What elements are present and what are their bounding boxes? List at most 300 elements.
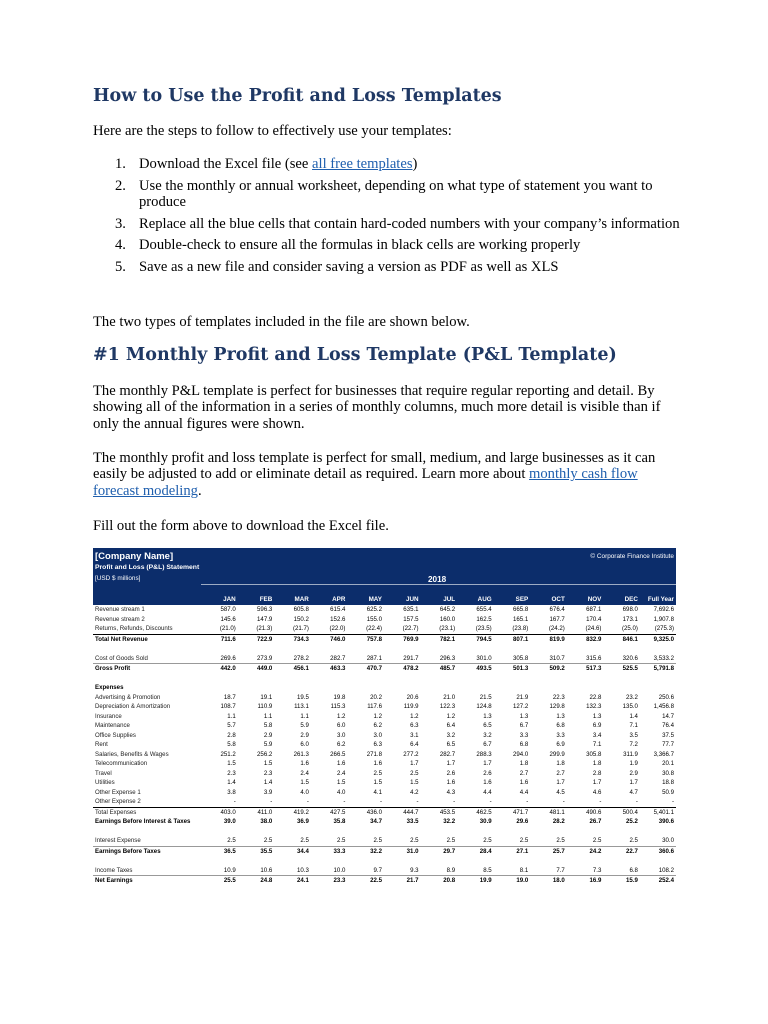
- table-cell: 490.6: [567, 807, 604, 817]
- spacer-row: [93, 827, 676, 837]
- table-cell: 14.7: [662, 712, 674, 720]
- table-cell: 2.5: [311, 836, 348, 846]
- table-cell: 15.9: [626, 877, 638, 884]
- table-cell: 5.9: [300, 722, 309, 729]
- table-cell: 832.9: [567, 634, 604, 644]
- table-cell: 5.9: [263, 741, 273, 748]
- table-cell: 1.7: [410, 760, 419, 767]
- table-cell: 2.5: [603, 836, 640, 846]
- table-cell: -: [270, 798, 273, 805]
- table-cell: 301.0: [457, 654, 494, 664]
- table-cell: 288.3: [476, 750, 492, 758]
- table-cell: 2.5: [201, 836, 238, 846]
- row-label: Insurance: [95, 712, 122, 720]
- table-cell: 19.8: [333, 693, 346, 701]
- paragraph-text: .: [197, 482, 202, 499]
- table-cell: 769.9: [384, 634, 421, 644]
- table-cell: 463.3: [330, 665, 346, 672]
- table-cell: 19.9: [479, 877, 492, 884]
- table-cell: 315.6: [567, 654, 604, 664]
- table-cell: 3.9: [263, 788, 273, 796]
- table-cell: 266.5: [330, 750, 346, 758]
- table-cell: 3,366.7: [653, 750, 674, 758]
- table-cell: 1.3: [556, 712, 565, 720]
- table-cell: 2.5: [238, 836, 275, 846]
- spacer-row: [93, 674, 676, 684]
- table-cell: 22.3: [552, 693, 565, 701]
- table-cell: 819.9: [530, 634, 567, 644]
- table-cell: 273.9: [238, 654, 275, 664]
- table-cell: 5.7: [227, 722, 236, 729]
- table-cell: -: [599, 798, 602, 805]
- statement-title: Profit and Loss (P&L) Statement: [95, 564, 200, 571]
- table-cell: 3.8: [227, 788, 236, 796]
- table-cell: 1.3: [519, 712, 529, 720]
- table-cell: 2.6: [446, 769, 456, 777]
- table-cell: 21.0: [443, 693, 456, 701]
- table-cell: 22.7: [626, 847, 638, 855]
- table-cell: 1.2: [373, 712, 382, 720]
- table-row: [93, 759, 676, 769]
- table-cell: 1.5: [373, 779, 382, 786]
- table-cell: 360.6: [658, 847, 674, 855]
- table-cell: 20.1: [662, 760, 674, 767]
- table-cell: 1.2: [446, 712, 456, 720]
- row-label: Net Earnings: [95, 877, 133, 884]
- table-cell: 311.9: [623, 750, 638, 758]
- table-cell: 30.0: [640, 836, 676, 846]
- spacer-cell: [93, 674, 676, 684]
- table-cell: -: [453, 798, 456, 805]
- table-cell: 108.7: [220, 703, 236, 710]
- section-heading-how-to-use: How to Use the Profit and Loss Templates: [93, 86, 502, 106]
- table-cell: 2.4: [336, 769, 346, 777]
- monthly-cash-flow-link[interactable]: monthly cash flow forecast modeling: [93, 466, 638, 499]
- table-cell: 20.8: [443, 877, 456, 884]
- table-cell: 2.5: [384, 836, 421, 846]
- table-cell: 18.7: [223, 693, 236, 701]
- table-cell: 108.2: [640, 866, 676, 876]
- table-cell: 35.5: [260, 847, 273, 855]
- table-cell: [567, 683, 604, 693]
- table-cell: 251.2: [220, 750, 236, 758]
- table-cell: 3.0: [373, 731, 382, 739]
- table-cell: 436.0: [347, 807, 384, 817]
- table-cell: 9,325.0: [640, 634, 676, 644]
- table-cell: 1.4: [227, 779, 236, 786]
- table-cell: 117.6: [367, 703, 382, 710]
- monthly-paragraph-2: [93, 450, 678, 499]
- table-cell: 5,791.8: [653, 665, 674, 672]
- row-label: Earnings Before Taxes: [95, 847, 161, 855]
- table-row: [93, 624, 676, 634]
- table-cell: 2.8: [592, 769, 602, 777]
- list-item: [93, 216, 683, 232]
- table-cell: 25.5: [223, 877, 236, 884]
- table-cell: 1.6: [300, 760, 309, 767]
- row-label: Cost of Goods Sold: [93, 654, 201, 664]
- table-cell: 6.0: [336, 722, 346, 729]
- table-cell: 8.5: [457, 866, 494, 876]
- table-row: [93, 817, 676, 827]
- table-cell: [274, 683, 311, 693]
- table-cell: 1.3: [483, 712, 492, 720]
- row-label: Salaries, Benefits & Wages: [95, 750, 169, 758]
- table-cell: 119.9: [403, 703, 419, 710]
- list-item: [93, 178, 683, 211]
- list-number: 3.: [115, 215, 126, 232]
- table-cell: 19.0: [516, 877, 529, 884]
- table-cell: 449.0: [257, 665, 273, 672]
- table-cell: (21.7): [292, 625, 309, 632]
- table-cell: 4.7: [629, 788, 638, 796]
- table-cell: 20.6: [406, 693, 419, 701]
- list-item: [93, 237, 683, 253]
- table-cell: 18.0: [552, 877, 565, 884]
- table-cell: 2.9: [263, 731, 273, 739]
- brand-label: © Corporate Finance Institute: [590, 553, 674, 560]
- table-cell: 30.9: [479, 818, 492, 825]
- table-cell: 1.3: [592, 712, 602, 720]
- table-cell: (22.4): [366, 625, 382, 632]
- table-cell: 1.5: [227, 760, 236, 767]
- table-cell: (22.7): [402, 625, 419, 632]
- table-cell: 76.4: [662, 722, 674, 729]
- table-cell: 1,907.8: [653, 615, 674, 623]
- table-cell: 517.3: [586, 665, 602, 672]
- column-header: OCT: [530, 595, 567, 605]
- table-cell: 110.9: [257, 703, 273, 710]
- table-cell: 5.8: [227, 741, 236, 748]
- table-cell: (25.0): [622, 625, 638, 632]
- table-cell: 23.2: [626, 693, 638, 701]
- table-cell: 26.7: [589, 818, 602, 825]
- table-cell: 596.3: [257, 606, 273, 613]
- table-cell: 10.3: [274, 866, 311, 876]
- table-cell: 162.5: [476, 615, 492, 623]
- table-cell: 2.3: [263, 769, 273, 777]
- table-cell: 1.4: [263, 779, 273, 786]
- table-cell: -: [416, 798, 419, 805]
- table-cell: 33.5: [406, 818, 419, 825]
- table-cell: 485.7: [439, 665, 456, 672]
- table-cell: 21.7: [406, 877, 419, 884]
- table-cell: 2.4: [300, 769, 309, 777]
- table-cell: 152.6: [330, 615, 346, 623]
- table-cell: 165.1: [512, 615, 529, 623]
- table-cell: 7,692.6: [653, 606, 674, 613]
- table-cell: 3.2: [446, 731, 456, 739]
- table-cell: 2.8: [227, 731, 236, 739]
- table-cell: 5.8: [263, 722, 273, 729]
- table-row: [93, 846, 676, 856]
- table-cell: 746.0: [311, 634, 348, 644]
- table-cell: 3.2: [483, 731, 492, 739]
- row-label: Total Expenses: [93, 807, 201, 817]
- table-cell: 8.1: [494, 866, 531, 876]
- table-cell: -: [306, 798, 309, 805]
- table-cell: [640, 683, 676, 693]
- step-text: Replace all the blue cells that contain hard-coded numbers with your company’s information: [139, 215, 680, 232]
- table-row: [93, 702, 676, 712]
- pl-table: [93, 595, 676, 886]
- table-cell: 6.7: [483, 741, 492, 748]
- table-body: [93, 605, 676, 886]
- table-cell: -: [489, 798, 492, 805]
- list-number: 2.: [115, 177, 126, 194]
- table-cell: 453.5: [421, 807, 458, 817]
- table-cell: 32.2: [443, 818, 456, 825]
- table-cell: 427.5: [311, 807, 348, 817]
- intro-paragraph: Here are the steps to follow to effectively use your templates:: [93, 123, 452, 139]
- row-label: Rent: [95, 741, 108, 748]
- table-row: [93, 634, 676, 644]
- table-cell: 24.2: [589, 847, 602, 855]
- table-cell: 4.1: [373, 788, 382, 796]
- table-cell: 1.8: [592, 760, 602, 767]
- table-cell: 635.1: [403, 606, 419, 613]
- table-cell: 282.7: [439, 750, 456, 758]
- column-header: SEP: [494, 595, 531, 605]
- column-header: AUG: [457, 595, 494, 605]
- table-cell: (23.5): [475, 625, 492, 632]
- table-row: [93, 731, 676, 741]
- table-cell: 35.8: [333, 818, 346, 825]
- row-label: Returns, Refunds, Discounts: [95, 625, 173, 632]
- table-cell: 155.0: [366, 615, 382, 623]
- sheet-header: [93, 548, 676, 595]
- spacer-cell: [93, 644, 676, 654]
- table-cell: 419.2: [274, 807, 311, 817]
- table-row: [93, 683, 676, 693]
- company-name: [Company Name]: [95, 551, 174, 562]
- table-cell: 157.5: [403, 615, 419, 623]
- table-cell: 16.9: [589, 877, 602, 884]
- year-divider: [201, 584, 676, 585]
- table-cell: 6.4: [446, 722, 456, 729]
- table-cell: 1.9: [629, 760, 638, 767]
- row-label: Depreciation & Amortization: [95, 703, 171, 710]
- table-cell: 1.4: [629, 712, 638, 720]
- table-row: [93, 778, 676, 788]
- table-cell: 269.6: [201, 654, 238, 664]
- table-cell: 31.0: [406, 847, 419, 855]
- all-free-templates-link[interactable]: all free templates: [312, 156, 413, 172]
- table-cell: 150.2: [293, 615, 309, 623]
- table-cell: 1.1: [263, 712, 273, 720]
- table-row: [93, 769, 676, 779]
- table-cell: 2.5: [274, 836, 311, 846]
- table-cell: 113.1: [294, 703, 309, 710]
- table-cell: 10.9: [201, 866, 238, 876]
- table-cell: 2.5: [457, 836, 494, 846]
- row-label: Gross Profit: [95, 665, 131, 672]
- table-cell: 462.5: [457, 807, 494, 817]
- table-cell: 3.3: [519, 731, 529, 739]
- table-cell: [201, 683, 238, 693]
- table-cell: 1.6: [373, 760, 382, 767]
- table-cell: 493.5: [476, 665, 492, 672]
- table-cell: 6.2: [336, 741, 346, 748]
- table-cell: 6.7: [519, 722, 529, 729]
- table-cell: [530, 683, 567, 693]
- table-row: [93, 866, 676, 876]
- row-label: Expenses: [95, 684, 124, 691]
- table-row: [93, 605, 676, 615]
- table-cell: 20.2: [370, 693, 382, 701]
- table-cell: 22.8: [589, 693, 602, 701]
- table-cell: 8.9: [421, 866, 458, 876]
- table-cell: 32.2: [370, 847, 382, 855]
- table-cell: -: [343, 798, 346, 805]
- table-cell: 145.6: [220, 615, 236, 623]
- row-label: Telecommunication: [95, 760, 148, 767]
- table-cell: 846.1: [603, 634, 640, 644]
- table-cell: 1.8: [556, 760, 565, 767]
- table-cell: 7.3: [567, 866, 604, 876]
- spacer-row: [93, 644, 676, 654]
- paragraph-text: The monthly profit and loss template is perfect for small, medium, and large businesses as it can easily be adjusted to add or eliminate detail as required. Learn more about: [93, 450, 656, 483]
- table-cell: 132.3: [586, 703, 602, 710]
- table-cell: 587.0: [220, 606, 236, 613]
- table-cell: 250.6: [658, 693, 674, 701]
- column-header: FEB: [238, 595, 275, 605]
- table-row: [93, 797, 676, 807]
- table-cell: 21.9: [516, 693, 529, 701]
- table-cell: 1.5: [336, 779, 346, 786]
- table-cell: 37.5: [662, 731, 674, 739]
- table-cell: 36.5: [223, 847, 236, 855]
- table-cell: 444.7: [384, 807, 421, 817]
- table-cell: 1.6: [446, 779, 456, 786]
- two-types-paragraph: The two types of templates included in the file are shown below.: [93, 314, 470, 330]
- spacer-cell: [93, 827, 676, 837]
- column-header: APR: [311, 595, 348, 605]
- table-cell: 10.6: [238, 866, 275, 876]
- table-cell: 2.9: [300, 731, 309, 739]
- table-cell: 282.7: [311, 654, 348, 664]
- table-cell: (21.0): [219, 625, 236, 632]
- table-cell: 1.7: [483, 760, 492, 767]
- table-cell: 470.7: [366, 665, 382, 672]
- table-cell: [603, 683, 640, 693]
- table-cell: (22.0): [329, 625, 346, 632]
- table-cell: 794.5: [457, 634, 494, 644]
- row-label: Income Taxes: [93, 866, 201, 876]
- table-cell: -: [635, 798, 638, 805]
- table-cell: 2.6: [483, 769, 492, 777]
- column-header: JUN: [384, 595, 421, 605]
- table-cell: 500.4: [603, 807, 640, 817]
- table-cell: 135.0: [622, 703, 638, 710]
- table-cell: 278.2: [274, 654, 311, 664]
- table-cell: (275.3): [654, 625, 674, 632]
- table-row: [93, 740, 676, 750]
- table-cell: 4.6: [592, 788, 602, 796]
- table-cell: 442.0: [220, 665, 236, 672]
- table-cell: 5,401.1: [640, 807, 676, 817]
- table-cell: 645.2: [439, 606, 456, 613]
- step-text: Use the monthly or annual worksheet, depending on what type of statement you want to produce: [139, 177, 653, 210]
- table-cell: 277.2: [403, 750, 419, 758]
- table-cell: 525.5: [622, 665, 638, 672]
- table-cell: 124.8: [476, 703, 492, 710]
- table-cell: 665.8: [512, 606, 529, 613]
- fill-out-paragraph: Fill out the form above to download the Excel file.: [93, 518, 389, 534]
- table-cell: 6.5: [446, 741, 456, 748]
- table-cell: 271.8: [366, 750, 382, 758]
- table-cell: [494, 683, 531, 693]
- table-cell: [457, 683, 494, 693]
- table-cell: 7.7: [530, 866, 567, 876]
- table-cell: 6.3: [373, 741, 382, 748]
- table-cell: 1.7: [556, 779, 565, 786]
- header-label-cell: [93, 595, 201, 605]
- table-cell: 294.0: [512, 750, 529, 758]
- row-label: Total Net Revenue: [93, 634, 201, 644]
- table-cell: 9.3: [384, 866, 421, 876]
- table-cell: 6.9: [592, 722, 602, 729]
- table-cell: 655.4: [476, 606, 492, 613]
- table-row: [93, 807, 676, 817]
- list-item: [93, 259, 683, 275]
- column-header: Full Year: [640, 595, 676, 605]
- table-cell: 160.0: [439, 615, 456, 623]
- table-cell: 25.2: [626, 818, 638, 825]
- table-row: [93, 721, 676, 731]
- table-cell: 471.7: [494, 807, 531, 817]
- table-cell: 2.9: [629, 769, 638, 777]
- table-cell: 676.4: [549, 606, 565, 613]
- table-cell: 19.1: [260, 693, 273, 701]
- row-label: Maintenance: [95, 722, 130, 729]
- monthly-paragraph-1: The monthly P&L template is perfect for businesses that require regular reporting and detail. By showing all of the information in a series of monthly columns, much more detail is visible than if only the annual figures were shown.: [93, 383, 661, 432]
- table-cell: 23.3: [333, 877, 346, 884]
- table-cell: (21.3): [256, 625, 273, 632]
- column-header: JUL: [421, 595, 458, 605]
- table-cell: 310.7: [530, 654, 567, 664]
- table-cell: 50.9: [662, 788, 674, 796]
- table-cell: 807.1: [494, 634, 531, 644]
- table-cell: 305.8: [586, 750, 602, 758]
- table-cell: 1.8: [519, 760, 529, 767]
- table-cell: 4.0: [336, 788, 346, 796]
- table-cell: 1.7: [592, 779, 602, 786]
- table-cell: 22.5: [370, 877, 382, 884]
- row-label: Other Expense 1: [95, 788, 141, 796]
- column-header: MAR: [274, 595, 311, 605]
- table-cell: 36.9: [296, 818, 309, 825]
- table-cell: 4.4: [519, 788, 529, 796]
- table-cell: 29.7: [443, 847, 456, 855]
- table-cell: 6.5: [483, 722, 492, 729]
- table-cell: 10.0: [311, 866, 348, 876]
- table-cell: 2.5: [410, 769, 419, 777]
- row-label: Office Supplies: [95, 731, 136, 739]
- table-cell: [238, 683, 275, 693]
- row-label: Earnings Before Interest & Taxes: [95, 818, 191, 825]
- table-row: [93, 750, 676, 760]
- table-cell: 456.1: [293, 665, 309, 672]
- table-cell: 4.5: [556, 788, 565, 796]
- table-cell: 1.1: [300, 712, 309, 720]
- table-cell: 167.7: [549, 615, 565, 623]
- table-cell: 320.6: [603, 654, 640, 664]
- table-cell: 605.8: [293, 606, 309, 613]
- table-row: [93, 836, 676, 846]
- table-cell: 6.4: [410, 741, 419, 748]
- table-cell: 4.3: [446, 788, 456, 796]
